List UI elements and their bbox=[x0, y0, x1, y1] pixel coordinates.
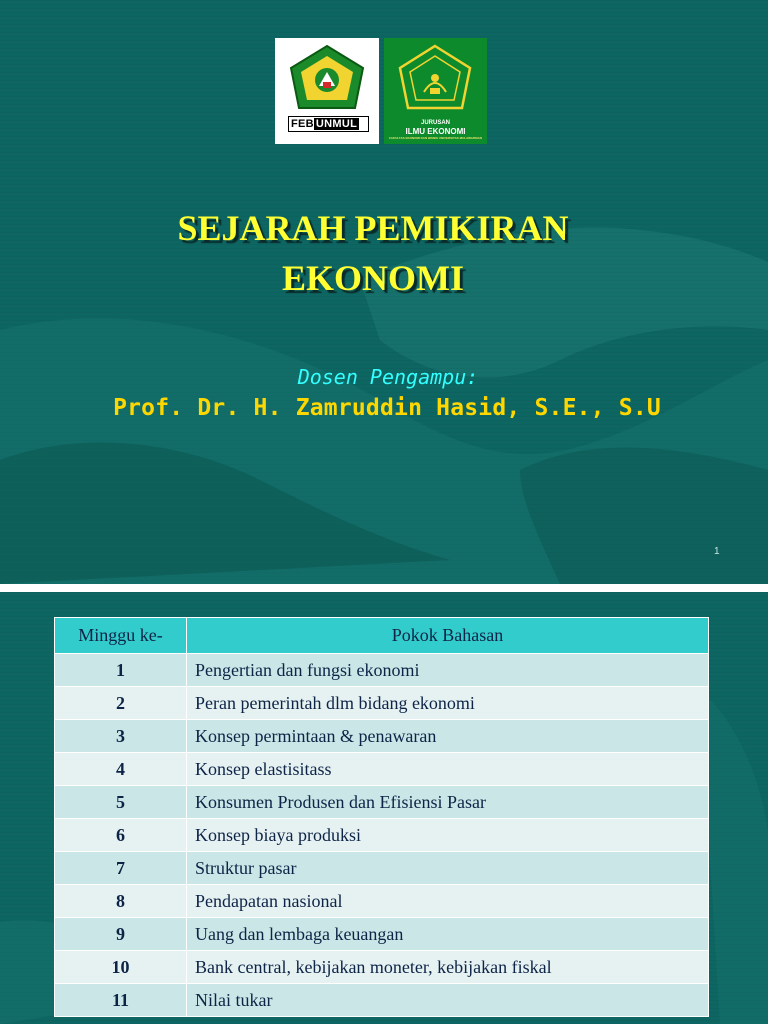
topic-cell: Konsep elastisitass bbox=[187, 753, 709, 786]
ilmu-ekonomi-logo bbox=[384, 38, 487, 144]
slide-title-line1: SEJARAH PEMIKIRAN bbox=[177, 208, 569, 248]
topic-cell: Pendapatan nasional bbox=[187, 885, 709, 918]
table-header-row bbox=[55, 618, 709, 654]
schedule-table bbox=[54, 617, 709, 1017]
feb-unmul-logo bbox=[275, 38, 379, 144]
schedule-slide bbox=[0, 592, 768, 1024]
slide-separator bbox=[0, 584, 768, 592]
table-row bbox=[55, 951, 709, 984]
slide-title bbox=[0, 203, 746, 303]
table-row bbox=[55, 885, 709, 918]
week-cell: 4 bbox=[55, 753, 187, 786]
week-cell: 3 bbox=[55, 720, 187, 753]
schedule-table-body bbox=[55, 654, 709, 1017]
feb-emblem-icon bbox=[275, 38, 379, 118]
feb-suffix: UNMUL bbox=[315, 118, 358, 130]
feb-prefix: FEB bbox=[291, 118, 314, 130]
table-row bbox=[55, 819, 709, 852]
topic-cell: Peran pemerintah dlm bidang ekonomi bbox=[187, 687, 709, 720]
institution-logos bbox=[275, 38, 487, 144]
topic-cell: Konsep biaya produksi bbox=[187, 819, 709, 852]
header-week: Minggu ke- bbox=[55, 618, 187, 654]
table-row bbox=[55, 753, 709, 786]
table-row bbox=[55, 786, 709, 819]
table-row bbox=[55, 852, 709, 885]
table-row bbox=[55, 984, 709, 1017]
week-cell: 1 bbox=[55, 654, 187, 687]
topic-cell: Struktur pasar bbox=[187, 852, 709, 885]
lecturer-name: Prof. Dr. H. Zamruddin Hasid, S.E., S.U bbox=[113, 395, 661, 421]
week-cell: 11 bbox=[55, 984, 187, 1017]
lecturer-label: Dosen Pengampu: bbox=[297, 365, 479, 389]
ie-logo-line2: ILMU EKONOMI bbox=[405, 127, 466, 136]
feb-unmul-logo-text bbox=[288, 116, 369, 132]
topic-cell: Nilai tukar bbox=[187, 984, 709, 1017]
header-topic: Pokok Bahasan bbox=[187, 618, 709, 654]
topic-cell: Konsep permintaan & penawaran bbox=[187, 720, 709, 753]
slide-page-number: 1 bbox=[714, 546, 720, 557]
week-cell: 7 bbox=[55, 852, 187, 885]
slide-title-line2: EKONOMI bbox=[281, 258, 464, 298]
table-row bbox=[55, 918, 709, 951]
topic-cell: Pengertian dan fungsi ekonomi bbox=[187, 654, 709, 687]
week-cell: 10 bbox=[55, 951, 187, 984]
table-row bbox=[55, 687, 709, 720]
week-cell: 5 bbox=[55, 786, 187, 819]
table-row bbox=[55, 720, 709, 753]
ilmu-ekonomi-emblem-icon bbox=[384, 38, 487, 120]
week-cell: 9 bbox=[55, 918, 187, 951]
week-cell: 8 bbox=[55, 885, 187, 918]
ie-logo-line1: JURUSAN bbox=[420, 120, 450, 126]
topic-cell: Uang dan lembaga keuangan bbox=[187, 918, 709, 951]
week-cell: 2 bbox=[55, 687, 187, 720]
topic-cell: Bank central, kebijakan moneter, kebijakan fiskal bbox=[187, 951, 709, 984]
topic-cell: Konsumen Produsen dan Efisiensi Pasar bbox=[187, 786, 709, 819]
table-row bbox=[55, 654, 709, 687]
ie-logo-line3: FAKULTAS EKONOMI DAN BISNIS UNIVERSITAS MULAWARMAN bbox=[389, 136, 482, 140]
week-cell: 6 bbox=[55, 819, 187, 852]
